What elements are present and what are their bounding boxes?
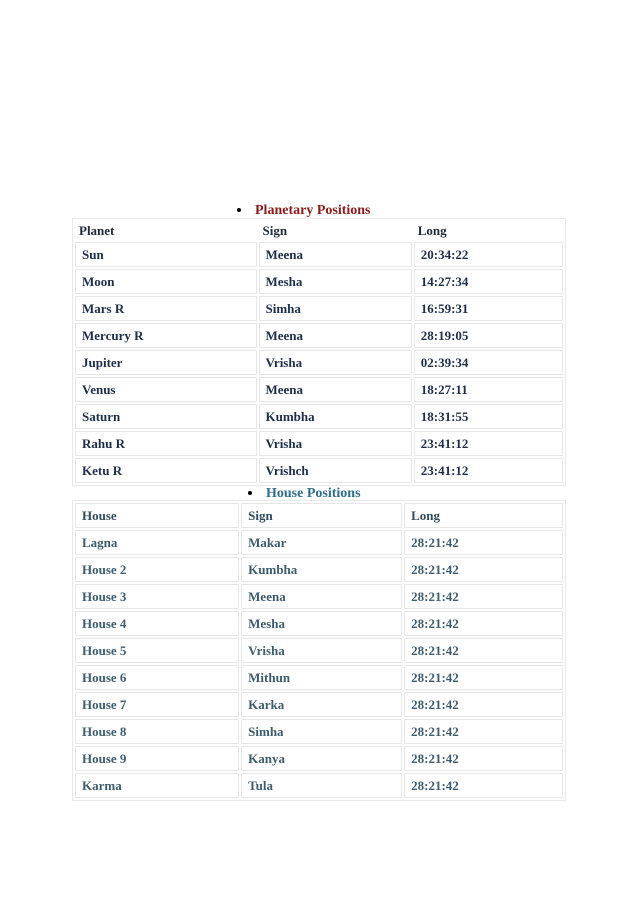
table-row — [75, 557, 563, 582]
longitude-cell: 28:19:05 — [414, 323, 563, 348]
table-row — [75, 773, 563, 798]
table-row — [75, 584, 563, 609]
longitude-cell: 16:59:31 — [414, 296, 563, 321]
table-row — [75, 269, 563, 294]
planet-cell: Jupiter — [75, 350, 257, 375]
house-positions-title: House Positions — [266, 486, 361, 501]
longitude-cell: 28:21:42 — [404, 638, 563, 663]
longitude-cell: 28:21:42 — [404, 584, 563, 609]
house-cell: House 8 — [75, 719, 239, 744]
planetary-positions-table — [72, 218, 566, 486]
table-row — [75, 719, 563, 744]
planetary-positions-heading — [237, 203, 371, 219]
sign-cell: Simha — [241, 719, 402, 744]
house-cell: Karma — [75, 773, 239, 798]
bullet-icon — [248, 491, 252, 495]
sign-cell: Makar — [241, 530, 402, 555]
sign-cell: Kumbha — [259, 404, 412, 429]
longitude-cell: 20:34:22 — [414, 242, 563, 267]
sign-cell: Meena — [241, 584, 402, 609]
table-row — [75, 431, 563, 456]
sign-cell: Mithun — [241, 665, 402, 690]
house-cell: Lagna — [75, 530, 239, 555]
longitude-cell: 28:21:42 — [404, 557, 563, 582]
planet-cell: Moon — [75, 269, 257, 294]
longitude-cell: 18:27:11 — [414, 377, 563, 402]
sign-cell: Mesha — [259, 269, 412, 294]
house-cell: House 7 — [75, 692, 239, 717]
bullet-icon — [237, 208, 241, 212]
table-row — [75, 611, 563, 636]
sign-cell: Simha — [259, 296, 412, 321]
longitude-cell: 28:21:42 — [404, 665, 563, 690]
house-positions-table — [72, 500, 566, 801]
house-cell: House 4 — [75, 611, 239, 636]
sign-cell: Vrisha — [241, 638, 402, 663]
table-row — [75, 242, 563, 267]
longitude-cell: 23:41:12 — [414, 458, 563, 483]
table-header-row — [75, 503, 563, 528]
table-row — [75, 296, 563, 321]
sign-cell: Kanya — [241, 746, 402, 771]
table-row — [75, 323, 563, 348]
sign-cell: Vrishch — [259, 458, 412, 483]
longitude-cell: 28:21:42 — [404, 746, 563, 771]
sign-cell: Meena — [259, 377, 412, 402]
column-header-house: House — [75, 503, 239, 528]
table-row — [75, 638, 563, 663]
house-cell: House 5 — [75, 638, 239, 663]
column-header-planet: Planet — [79, 222, 115, 238]
sign-cell: Vrisha — [259, 431, 412, 456]
sign-cell: Kumbha — [241, 557, 402, 582]
table-row — [75, 404, 563, 429]
longitude-cell: 14:27:34 — [414, 269, 563, 294]
planetary-positions-title: Planetary Positions — [255, 203, 371, 218]
table-row — [75, 692, 563, 717]
column-header-sign: Sign — [262, 222, 288, 238]
planet-cell: Saturn — [75, 404, 257, 429]
house-cell: House 9 — [75, 746, 239, 771]
column-header-sign: Sign — [241, 503, 402, 528]
longitude-cell: 23:41:12 — [414, 431, 563, 456]
longitude-cell: 02:39:34 — [414, 350, 563, 375]
table-row — [75, 377, 563, 402]
house-cell: House 6 — [75, 665, 239, 690]
table-row — [75, 746, 563, 771]
sign-cell: Vrisha — [259, 350, 412, 375]
planet-cell: Ketu R — [75, 458, 257, 483]
sign-cell: Tula — [241, 773, 402, 798]
planet-cell: Venus — [75, 377, 257, 402]
sign-cell: Meena — [259, 242, 412, 267]
column-header-long: Long — [417, 222, 447, 238]
table-header-row — [75, 221, 563, 240]
planet-cell: Rahu R — [75, 431, 257, 456]
planet-cell: Sun — [75, 242, 257, 267]
longitude-cell: 18:31:55 — [414, 404, 563, 429]
column-header-long: Long — [404, 503, 563, 528]
sign-cell: Karka — [241, 692, 402, 717]
sign-cell: Meena — [259, 323, 412, 348]
planet-cell: Mars R — [75, 296, 257, 321]
longitude-cell: 28:21:42 — [404, 692, 563, 717]
table-row — [75, 530, 563, 555]
planet-cell: Mercury R — [75, 323, 257, 348]
table-row — [75, 350, 563, 375]
table-row — [75, 665, 563, 690]
sign-cell: Mesha — [241, 611, 402, 636]
table-row — [75, 458, 563, 483]
longitude-cell: 28:21:42 — [404, 611, 563, 636]
longitude-cell: 28:21:42 — [404, 719, 563, 744]
longitude-cell: 28:21:42 — [404, 773, 563, 798]
house-cell: House 2 — [75, 557, 239, 582]
house-cell: House 3 — [75, 584, 239, 609]
longitude-cell: 28:21:42 — [404, 530, 563, 555]
